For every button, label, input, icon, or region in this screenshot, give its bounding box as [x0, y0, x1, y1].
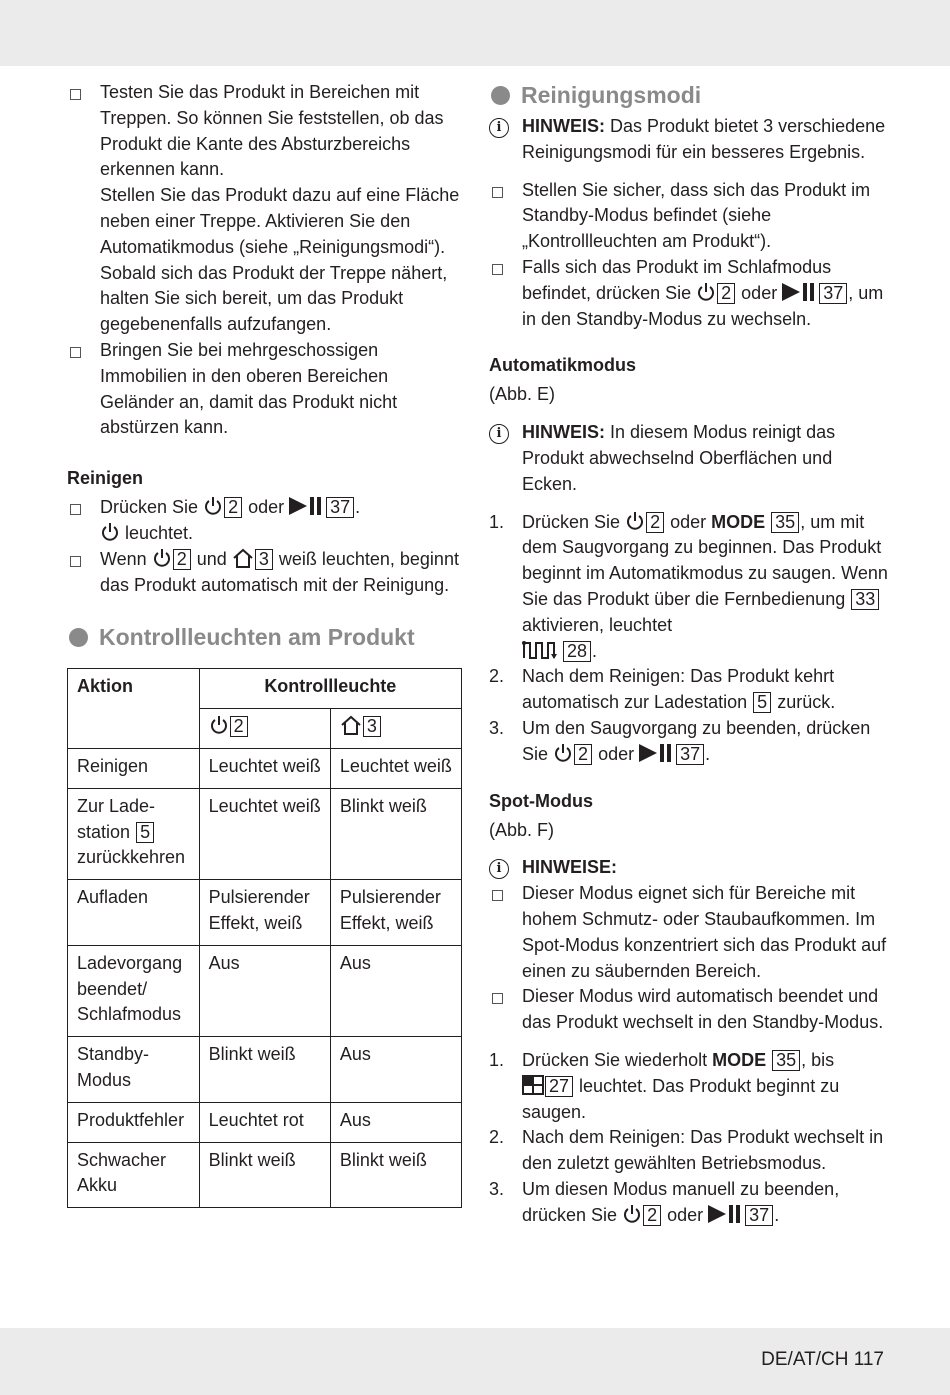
power-icon [553, 743, 573, 763]
list-item [67, 80, 462, 338]
text: Drücken Sie wiederholt [522, 1049, 708, 1070]
text: Drücken Sie [100, 497, 199, 518]
spot-mode-icon [522, 1075, 544, 1095]
numbered-item [489, 1125, 889, 1177]
power-icon [203, 496, 223, 516]
power-icon [152, 548, 172, 568]
cell: Aus [199, 945, 330, 1036]
table-row [68, 1142, 462, 1208]
text: zurückkehren [77, 847, 186, 868]
table-row [68, 748, 462, 788]
text: leuchtet. Das Produkt beginnt zu saugen. [522, 1075, 840, 1122]
th-kontroll: Kontrollleuchte [199, 669, 461, 709]
text: , um in den Standby-Modus zu wechseln. [522, 282, 884, 329]
right-column [489, 80, 889, 1228]
bullet-text: Dieser Modus eignet sich für Bereiche mit hohem Schmutz- oder Staubaufkommen. Im Spot-Modus konzentriert sich das Produkt auf einen zu säubernden Bereich. [522, 883, 887, 981]
power-icon [696, 282, 716, 302]
checkbox-bullet-icon [70, 89, 81, 100]
numbered-item [489, 1048, 889, 1125]
hinweis-note [489, 420, 889, 497]
text: station [77, 821, 131, 842]
cell: Aus [330, 945, 461, 1036]
checkbox-bullet-icon [70, 556, 81, 567]
info-icon: i [489, 859, 509, 879]
play-pause-icon [708, 1204, 744, 1224]
note-label: HINWEISE: [522, 857, 618, 878]
cell: Leuchtet weiß [199, 748, 330, 788]
auto-mode-icon [522, 640, 562, 660]
abb-f: (Abb. F) [489, 819, 555, 840]
ref-2: 2 [173, 549, 191, 570]
table-row [68, 880, 462, 946]
ref-2: 2 [574, 744, 592, 765]
power-icon [622, 1204, 642, 1224]
ref-27: 27 [545, 1076, 573, 1097]
text: oder [741, 282, 778, 303]
checkbox-bullet-icon [492, 890, 503, 901]
auto-heading: Automatikmodus [489, 355, 637, 376]
hinweise-note [489, 855, 889, 881]
heading-text: Kontrollleuchten am Produkt [99, 624, 415, 651]
status-table [67, 668, 462, 1208]
cell: Blinkt weiß [199, 1037, 330, 1103]
reinigen-heading: Reinigen [67, 468, 144, 489]
cell: Blinkt weiß [330, 788, 461, 879]
info-icon: i [489, 118, 509, 138]
numbered-item [489, 716, 889, 768]
cell: Aufladen [68, 880, 200, 946]
item-number: 1. [489, 511, 505, 532]
ref-35: 35 [771, 512, 799, 533]
note-label: HINWEIS: [522, 422, 605, 443]
cell: Produktfehler [68, 1102, 200, 1142]
list-item [489, 881, 889, 984]
text: , bis [801, 1049, 835, 1070]
list-item: Drücken Sie 2 oder 37 . leuchtet. [67, 495, 462, 547]
bullet-dot-icon [69, 628, 88, 647]
text: . [592, 640, 598, 661]
power-icon [209, 715, 229, 735]
ref-33: 33 [851, 589, 879, 610]
play-pause-icon [289, 496, 325, 516]
text: , um mit dem Saugvorgang zu beginnen. Das Produkt beginnt im Automatikmodus zu saugen. Wenn Sie das Produkt über die Fernbedienung [522, 511, 888, 609]
th-power [199, 709, 330, 749]
table-row [68, 788, 462, 879]
text: . [705, 743, 711, 764]
checkbox-bullet-icon [492, 187, 503, 198]
left-column [67, 80, 462, 1208]
modi-heading [489, 80, 889, 110]
list-item [67, 338, 462, 441]
ref-37: 37 [676, 744, 704, 765]
text: Nach dem Reinigen: Das Produkt wechselt in den zuletzt gewählten Betriebsmodus. [522, 1127, 884, 1174]
text: Um den Saugvorgang zu beenden, drücken Sie [522, 717, 871, 764]
cell: Standby-Modus [68, 1037, 200, 1103]
header-band [0, 0, 950, 66]
checkbox-bullet-icon [70, 347, 81, 358]
text: weiß leuchten, beginnt das Produkt automatisch mit der Reinigung. [100, 548, 459, 595]
text: Wenn [100, 548, 147, 569]
ref-5: 5 [753, 692, 771, 713]
cell: Pulsierender Effekt, weiß [199, 880, 330, 946]
text: Nach dem Reinigen: Das Produkt kehrt automatisch zur Ladestation [522, 666, 835, 713]
item-number: 2. [489, 1127, 505, 1148]
numbered-item [489, 1177, 889, 1229]
ref-3: 3 [255, 549, 273, 570]
page-footer: DE/AT/CH 117 [761, 1349, 884, 1370]
table-row [68, 1102, 462, 1142]
text: oder [248, 497, 285, 518]
text: leuchtet. [125, 522, 194, 543]
ref-2: 2 [643, 1205, 661, 1226]
hinweis-note [489, 114, 889, 166]
bullet-text: Stellen Sie das Produkt dazu auf eine Fläche neben einer Treppe. Aktivieren Sie den Automatikmodus (siehe „Reinigungsmodi“). Sobald sich das Produkt der Treppe nähert, halten Sie sich bereit, um das Produkt gegebenenfalls aufzufangen. [100, 185, 460, 335]
bullet-text: Stellen Sie sicher, dass sich das Produkt im Standby-Modus befindet (siehe „Kontrollleuchten am Produkt“). [522, 179, 871, 252]
ref-2: 2 [646, 512, 664, 533]
th-aktion: Aktion [68, 669, 200, 749]
bullet-text: Dieser Modus wird automatisch beendet und das Produkt wechselt in den Standby-Modus. [522, 986, 884, 1033]
ref-3: 3 [363, 716, 381, 737]
checkbox-bullet-icon [492, 264, 503, 275]
bullet-text: Testen Sie das Produkt in Bereichen mit Treppen. So können Sie feststellen, ob das Produkt die Kante des Absturzbereichs erkennen kann. [100, 82, 444, 180]
home-icon [340, 715, 362, 735]
note-label: HINWEIS: [522, 116, 605, 136]
item-number: 3. [489, 1178, 505, 1199]
ref-37: 37 [326, 497, 354, 518]
power-icon [100, 522, 120, 542]
cell: Reinigen [68, 748, 200, 788]
mode-label: MODE [712, 1049, 767, 1070]
text: und [196, 548, 227, 569]
list-item [489, 178, 889, 255]
item-number: 3. [489, 717, 505, 738]
cell: Ladevorgang beendet/ Schlafmodus [68, 945, 200, 1036]
text: aktivieren, leuchtet [522, 614, 673, 635]
text: Falls sich das Produkt im Schlafmodus befindet, drücken Sie [522, 256, 832, 303]
bullet-text: Bringen Sie bei mehrgeschossigen Immobilien in den oberen Bereichen Geländer an, damit das Produkt nicht abstürzen kann. [100, 339, 398, 438]
spot-heading: Spot-Modus [489, 790, 593, 811]
cell: Aus [330, 1102, 461, 1142]
table-row [68, 1037, 462, 1103]
ref-2: 2 [230, 716, 248, 737]
note-text: In diesem Modus reinigt das Produkt abwechselnd Oberflächen und Ecken. [522, 422, 836, 494]
cell: Schwacher Akku [68, 1142, 200, 1208]
text: oder [670, 511, 707, 532]
item-number: 2. [489, 666, 505, 687]
power-icon [625, 511, 645, 531]
play-pause-icon [639, 743, 675, 763]
text: oder [667, 1204, 704, 1225]
bullet-dot-icon [491, 86, 510, 105]
ref-5: 5 [136, 822, 154, 843]
ref-37: 37 [745, 1205, 773, 1226]
text: Drücken Sie [522, 511, 621, 532]
ref-2: 2 [717, 283, 735, 304]
checkbox-bullet-icon [70, 504, 81, 515]
play-pause-icon [782, 282, 818, 302]
text: Um diesen Modus manuell zu beenden, drücken Sie [522, 1178, 840, 1225]
item-number: 1. [489, 1049, 505, 1070]
mode-label: MODE [711, 511, 766, 532]
th-home [330, 709, 461, 749]
abb-e: (Abb. E) [489, 384, 556, 405]
note-text: Das Produkt bietet 3 verschiedene Reinigungsmodi für ein besseres Ergebnis. [522, 116, 886, 162]
ref-28: 28 [563, 641, 591, 662]
home-icon [232, 548, 254, 568]
kontroll-heading [67, 622, 462, 652]
cell: Blinkt weiß [199, 1142, 330, 1208]
ref-2: 2 [224, 497, 242, 518]
text: . [774, 1204, 780, 1225]
text: Zur Lade- [77, 795, 156, 816]
list-item [67, 547, 462, 599]
cell: Leuchtet rot [199, 1102, 330, 1142]
checkbox-bullet-icon [492, 993, 503, 1004]
cell: Leuchtet weiß [199, 788, 330, 879]
text: zurück. [777, 692, 836, 713]
ref-37: 37 [819, 283, 847, 304]
numbered-item [489, 664, 889, 716]
table-row [68, 945, 462, 1036]
list-item [489, 255, 889, 332]
cell: Aus [330, 1037, 461, 1103]
cell: Leuchtet weiß [330, 748, 461, 788]
info-icon: i [489, 424, 509, 444]
cell: Blinkt weiß [330, 1142, 461, 1208]
cell [68, 788, 200, 879]
ref-35: 35 [772, 1050, 800, 1071]
text: oder [598, 743, 635, 764]
heading-text: Reinigungsmodi [521, 82, 702, 108]
cell: Pulsierender Effekt, weiß [330, 880, 461, 946]
numbered-item [489, 510, 889, 665]
list-item [489, 984, 889, 1036]
